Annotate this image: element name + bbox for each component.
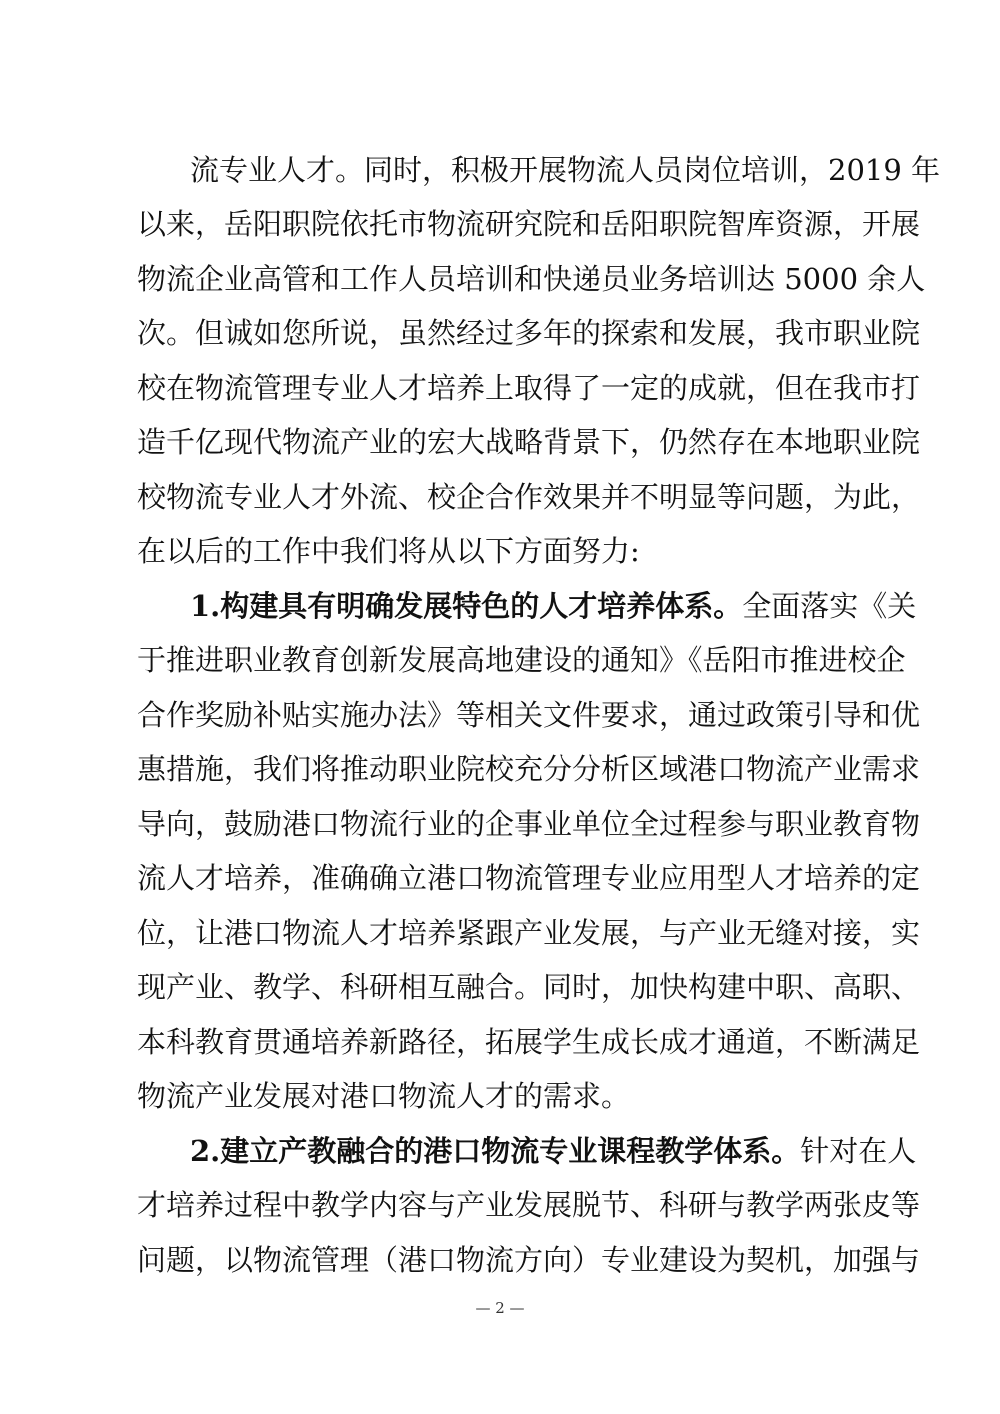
paragraph-line: 现产业、教学、科研相互融合。同时，加快构建中职、高职、	[137, 970, 921, 1004]
paragraph-line: 流专业人才。同时，积极开展物流人员岗位培训，2019 年	[190, 153, 941, 187]
paragraph-line: 次。但诚如您所说，虽然经过多年的探索和发展，我市职业院	[137, 316, 921, 350]
paragraph-line: 以来，岳阳职院依托市物流研究院和岳阳职院智库资源，开展	[137, 207, 921, 241]
paragraph-line: 才培养过程中教学内容与产业发展脱节、科研与教学两张皮等	[137, 1188, 921, 1222]
paragraph-line: 于推进职业教育创新发展高地建设的通知》《岳阳市推进校企	[137, 643, 906, 677]
paragraph-line: 问题，以物流管理（港口物流方向）专业建设为契机，加强与	[137, 1243, 921, 1277]
paragraph-line: 合作奖励补贴实施办法》等相关文件要求，通过政策引导和优	[137, 698, 921, 732]
section-heading: 2.建立产教融合的港口物流专业课程教学体系。	[190, 1134, 801, 1168]
section-heading-line	[190, 586, 917, 626]
paragraph-text: 针对在人	[800, 1134, 917, 1168]
paragraph-line: 惠措施，我们将推动职业院校充分分析区域港口物流产业需求	[137, 752, 921, 786]
paragraph-line: 校在物流管理专业人才培养上取得了一定的成就，但在我市打	[137, 371, 921, 405]
paragraph-line: 造千亿现代物流产业的宏大战略背景下，仍然存在本地职业院	[137, 425, 921, 459]
paragraph-line: 物流企业高管和工作人员培训和快递员业务培训达 5000 余人	[137, 262, 926, 296]
paragraph-line: 校物流专业人才外流、校企合作效果并不明显等问题，为此，	[137, 480, 921, 514]
paragraph-line: 在以后的工作中我们将从以下方面努力:	[137, 534, 640, 568]
paragraph-line: 流人才培养，准确确立港口物流管理专业应用型人才培养的定	[137, 861, 921, 895]
paragraph-line: 位，让港口物流人才培养紧跟产业发展，与产业无缝对接，实	[137, 916, 921, 950]
section-heading-line	[190, 1131, 917, 1171]
paragraph-text: 全面落实《关	[742, 589, 917, 623]
page-number: — 2 —	[475, 1299, 525, 1317]
paragraph-line: 导向，鼓励港口物流行业的企事业单位全过程参与职业教育物	[137, 807, 921, 841]
section-heading: 1.构建具有明确发展特色的人才培养体系。	[190, 589, 743, 623]
paragraph-line: 本科教育贯通培养新路径，拓展学生成长成才通道，不断满足	[137, 1025, 921, 1059]
paragraph-line: 物流产业发展对港口物流人才的需求。	[137, 1079, 631, 1113]
